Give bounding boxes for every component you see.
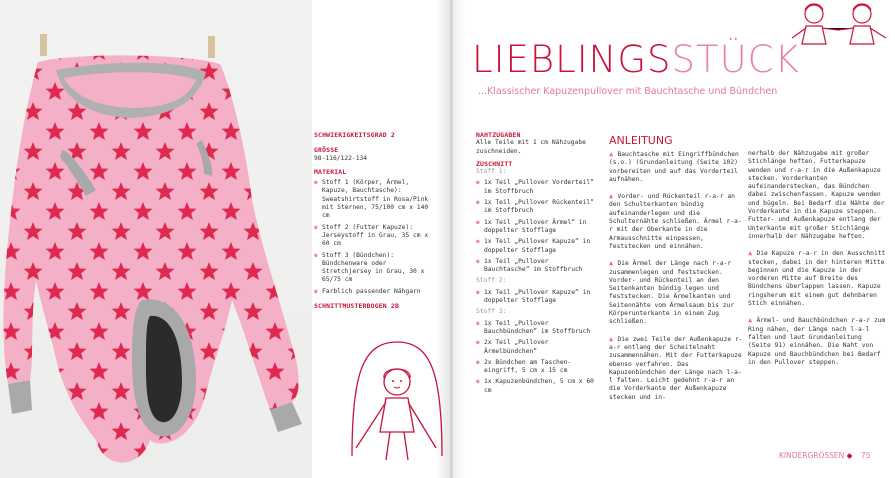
page-subtitle: ...Klassischer Kapuzenpullover mit Bauchtasche und Bündchen (478, 86, 778, 97)
cut-item: ● 1x Teil „Pullover Vorderteil“ im Stoffbruch (476, 179, 594, 195)
instructions-column-2 (748, 150, 886, 375)
instruction-step: ▲ Die zwei Teile der Außenkapuze r-a-r entlang der Scheitelnaht zusammennähen. Mit der Futterkapuze ebenso verfahren. Das Kapuzenbündchen der Länge nach l-a-l falten. Leicht gedehnt r-a-r an die Vorderkante der Außenkapuze stecken und in- (609, 334, 743, 401)
bullet-icon: ● (476, 378, 480, 386)
section-name: KINDERGRÖSSEN (779, 451, 845, 460)
triangle-marker-icon: ▲ (609, 334, 618, 343)
size-value: 98-116/122-134 (314, 154, 368, 162)
page-title: LIEBLINGSSTÜCK (472, 38, 800, 81)
instructions-heading: ANLEITUNG (609, 134, 673, 147)
fabric-group-label: Stoff 1: (476, 168, 507, 176)
seam-allowance-text: Alle Teile mit 1 cm Nähzugabe zuschneiden. (476, 139, 586, 155)
difficulty-label: SCHWIERIGKEITSGRAD 2 (314, 131, 395, 139)
triangle-marker-icon: ▲ (748, 249, 757, 258)
diamond-icon: ◆ (846, 451, 853, 460)
fabric-group-label: Stoff 3: (476, 308, 507, 316)
bullet-icon: ● (476, 358, 480, 366)
material-item: ● Farblich passender Nähgarn (314, 287, 421, 295)
bullet-icon: ● (314, 223, 318, 231)
clothespin-right (208, 36, 215, 58)
instruction-step: ▲ Die Ärmel der Länge nach r-a-r zusammenlegen und feststecken. Vorder- und Rückenteil an den Seitenkanten bündig legen und feststecken. Die Ärmelkanten und Seitennähte vom Ärmelsaum bis zur Körperunterkante in einem Zug schließen. (609, 259, 735, 326)
bullet-icon: ● (476, 319, 480, 327)
bullet-icon: ● (476, 238, 480, 246)
bullet-icon: ● (314, 179, 318, 187)
cutting-column (476, 131, 596, 395)
materials-column (314, 131, 434, 310)
bullet-icon: ● (476, 257, 480, 265)
instruction-step: ▲ Bauchtasche mit Eingriffbündchen (s.o.) (Grundanleitung (Seite 102) vorbereiten und auf das Vorderteil aufnähen. (609, 150, 739, 183)
two-girls-doodle (788, 0, 892, 46)
material-item: ● Stoff 2 (Futter Kapuze): Jerseystoff in Grau, 35 cm x 60 cm (314, 223, 429, 248)
cut-item: ● 1x Teil „Pullover Ärmel“ in doppelter Stofflage (476, 218, 587, 234)
material-item: ● Stoff 1 (Körper, Ärmel, Kapuze, Bauchtasche): Sweatshirtstoff in Rosa/Pink mit Sternen, 75/100 cm x 140 cm (314, 179, 429, 220)
material-heading: MATERIAL (314, 167, 347, 176)
triangle-marker-icon: ▲ (609, 192, 618, 201)
seam-allowance-heading: NAHTZUGABEN (476, 131, 521, 139)
cut-item: ● 1x Teil „Pullover Bauchbündchen“ im Stoffbruch (476, 319, 591, 335)
instruction-step: nerhalb der Nähzugabe mit großer Stichlänge heften. Futterkapuze wenden und r-a-r in die Außenkapuze stecken. Vorderkanten aufeinanderstecken, das Bündchen dabei zwischenfassen. Kapuze wenden und bügeln. Bei Bedarf die Nähte der Vorderkante in die Kapuze steppen. Futter- und Außenkapuze entlang der Unterkante mit großer Stichlänge innerhalb der Nähzugabe heften. (748, 150, 885, 240)
size-heading: GRÖSSE (314, 146, 339, 155)
cutting-heading: ZUSCHNITT (476, 159, 513, 168)
bullet-icon: ● (476, 339, 480, 347)
cut-item: ● 1x Teil „Pullover Bauchtasche“ im Stoffbruch (476, 257, 583, 274)
triangle-marker-icon: ▲ (748, 316, 757, 325)
hoodie-photo (0, 0, 312, 478)
page-footer (779, 451, 870, 460)
material-item: ● Stoff 3 (Bündchen): Bündchenware oder Stretchjersey in Grau, 30 x 65/75 cm (314, 251, 425, 284)
instruction-step: ▲ Die Kapuze r-a-r in den Ausschnitt stecken, dabei in der hinteren Mitte beginnen und die Kapuze in der vorderen Mitte auf Breite des Bündchens überlappen lassen. Kapuze ringsherum mit einem gut dehnbaren Stich einnähen. (748, 249, 886, 308)
bullet-icon: ● (314, 287, 318, 295)
pattern-sheet-label: SCHNITTMUSTERBOGEN 2B (314, 302, 399, 311)
cut-item: ● 1x Teil „Pullover Kapuze“ in doppelter Stofflage (476, 238, 591, 254)
triangle-marker-icon: ▲ (609, 259, 618, 268)
jump-rope-girl-doodle (342, 336, 452, 476)
bullet-icon: ● (314, 251, 318, 259)
cut-item: ● 2x Bündchen am Taschen-eingriff, 5 cm x 15 cm (476, 358, 572, 375)
bullet-icon: ● (476, 288, 480, 296)
bullet-icon: ● (476, 218, 480, 226)
cut-item: ● 1x Teil „Pullover Rückenteil“ im Stoffbruch (476, 199, 594, 215)
cut-item: ● 1x Teil „Pullover Kapuze“ in doppelter Stofflage (476, 288, 591, 305)
cut-item: ● 2x Teil „Pullover Ärmelbündchen“ (476, 339, 549, 355)
triangle-marker-icon: ▲ (609, 150, 618, 158)
instruction-step: ▲ Ärmel- und Bauchbündchen r-a-r zum Ring nähen, der Länge nach l-a-l falten und laut Grundanleitung (Seite 91) einnähen. Die Naht von Kapuze und Bauchbündchen bei Bedarf in den Pullover steppen. (748, 316, 886, 366)
bullet-icon: ● (476, 199, 480, 207)
bullet-icon: ● (476, 179, 480, 187)
hoodie-illustration (0, 0, 312, 478)
instructions-column-1 (609, 150, 744, 410)
fabric-group-label: Stoff 2: (476, 277, 507, 285)
cut-item: ● 1x Kapuzenbündchen, 5 cm x 60 cm (476, 378, 594, 394)
instruction-step: ▲ Vorder- und Rückenteil r-a-r an den Schulterkanten bündig aufeinanderlegen und die Schulternähte schließen. Ärmel r-a-r mit der Oberkante in die Armausschnitte einpassen, feststecken und einnähen. (609, 192, 742, 250)
clothespin-left (40, 34, 47, 56)
page-number: 75 (860, 451, 871, 460)
